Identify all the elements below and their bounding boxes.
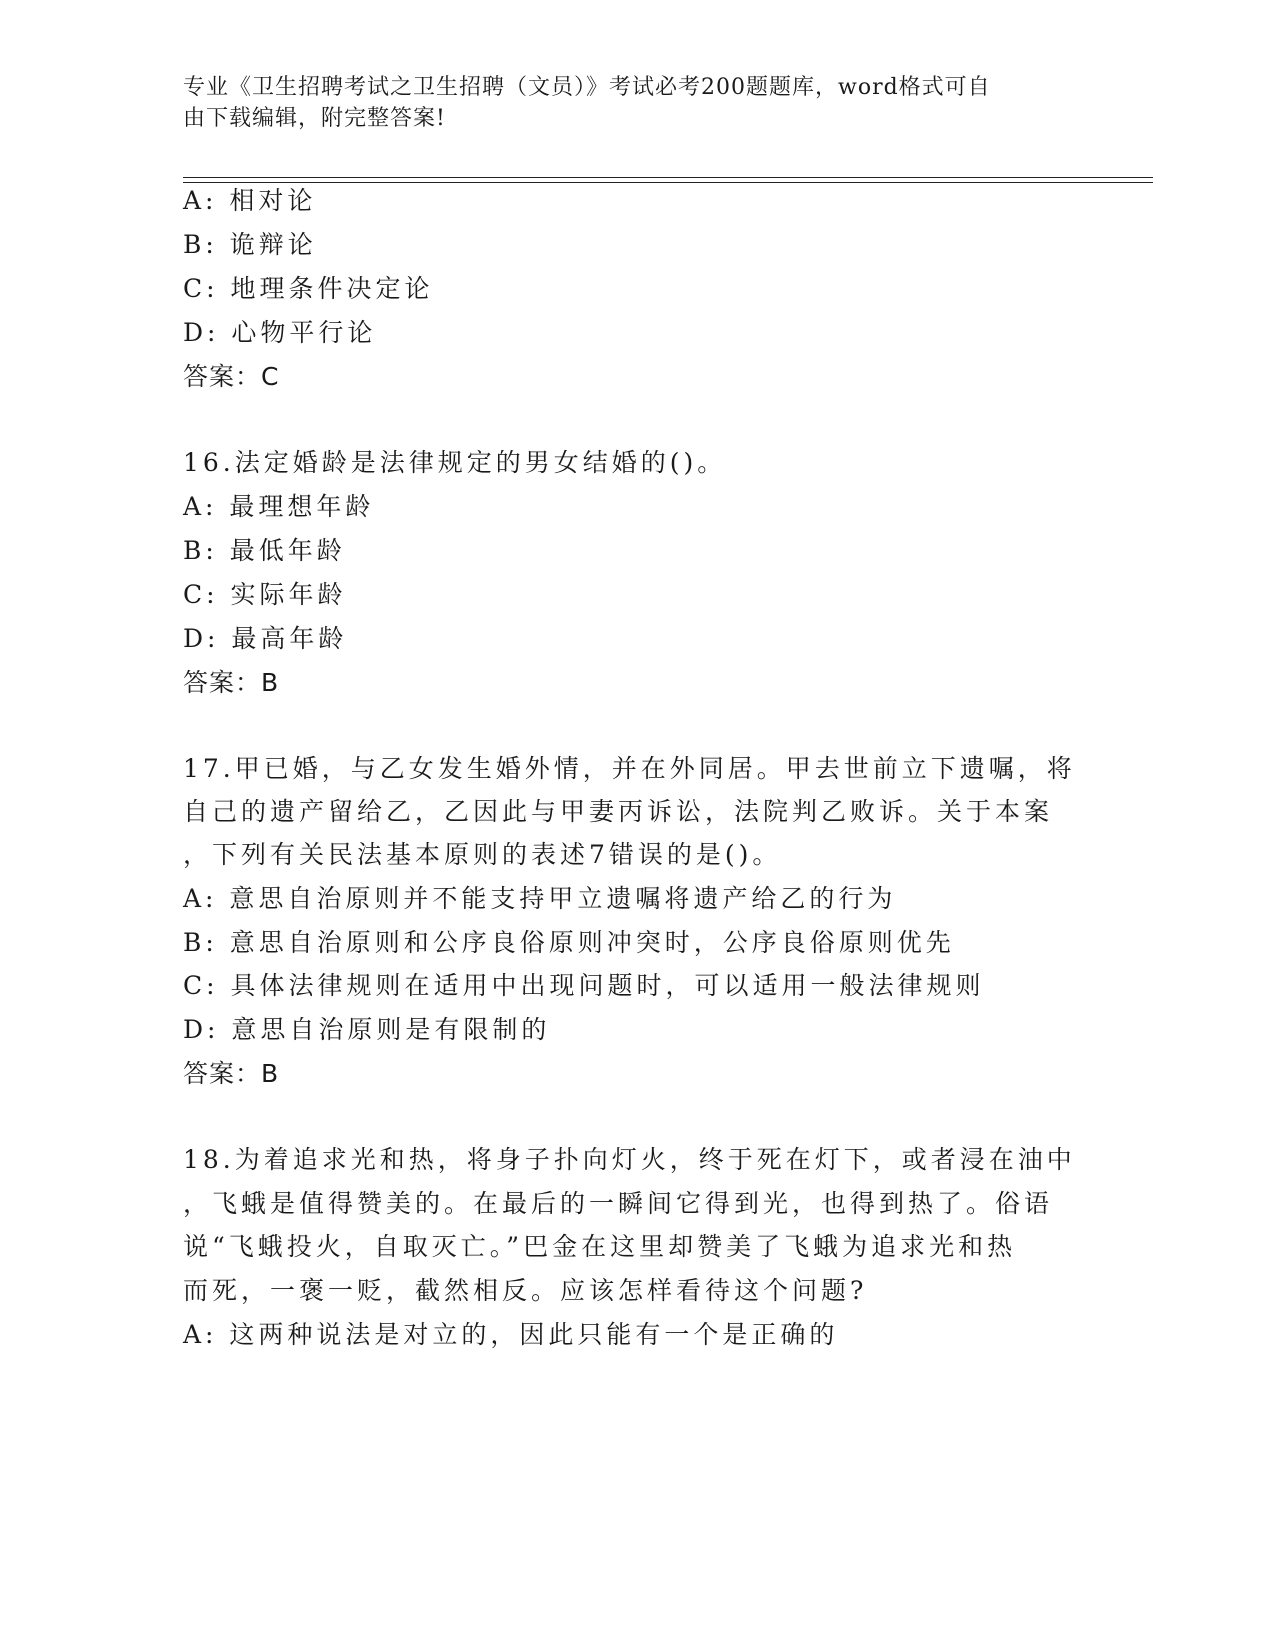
document-header <box>183 72 1063 134</box>
q18-stem-line-2: ，飞蛾是值得赞美的。在最后的一瞬间它得到光，也得到热了。俗语 <box>183 1189 1054 1218</box>
q17-answer: 答案：B <box>183 1059 280 1088</box>
q16-option-a: A: 最理想年龄 <box>183 492 375 521</box>
q16-option-d: D: 最高年龄 <box>183 624 348 653</box>
q18-stem-line-3: 说“飞蛾投火，自取灭亡。”巴金在这里却赞美了飞蛾为追求光和热 <box>183 1232 1017 1261</box>
q16-answer: 答案：B <box>183 668 280 697</box>
q16-option-c: C: 实际年龄 <box>183 580 347 609</box>
q15-option-d: D: 心物平行论 <box>183 318 377 347</box>
q18-stem-line-1: 18.为着追求光和热，将身子扑向灯火，终于死在灯下，或者浸在油中 <box>183 1145 1076 1174</box>
q15-answer: 答案：C <box>183 362 280 391</box>
q18-option-a: A: 这两种说法是对立的，因此只能有一个是正确的 <box>183 1320 839 1349</box>
q16-stem: 16.法定婚龄是法律规定的男女结婚的()。 <box>183 448 727 477</box>
q17-stem-line-3: ，下列有关民法基本原则的表述7错误的是()。 <box>183 840 782 869</box>
q17-option-a: A: 意思自治原则并不能支持甲立遗嘱将遗产给乙的行为 <box>183 884 897 913</box>
q15-option-b: B: 诡辩论 <box>183 230 317 259</box>
q16-option-b: B: 最低年龄 <box>183 536 346 565</box>
header-rule-bottom <box>183 182 1153 183</box>
header-title-line-1: 专业《卫生招聘考试之卫生招聘（文员）》考试必考200题题库，word格式可自 <box>183 75 991 100</box>
q17-stem-line-2: 自己的遗产留给乙，乙因此与甲妻丙诉讼，法院判乙败诉。关于本案 <box>183 797 1054 826</box>
header-title-line-2: 由下载编辑，附完整答案! <box>183 106 446 131</box>
q18-stem-line-4: 而死，一褒一贬，截然相反。应该怎样看待这个问题? <box>183 1276 868 1305</box>
q15-option-a: A: 相对论 <box>183 186 317 215</box>
header-rule-top <box>183 177 1153 178</box>
q17-stem-line-1: 17.甲已婚，与乙女发生婚外情，并在外同居。甲去世前立下遗嘱，将 <box>183 754 1076 783</box>
q17-option-d: D: 意思自治原则是有限制的 <box>183 1015 551 1044</box>
q17-option-b: B: 意思自治原则和公序良俗原则冲突时，公序良俗原则优先 <box>183 928 955 957</box>
q15-option-c: C: 地理条件决定论 <box>183 274 434 303</box>
q17-option-c: C: 具体法律规则在适用中出现问题时，可以适用一般法律规则 <box>183 971 985 1000</box>
